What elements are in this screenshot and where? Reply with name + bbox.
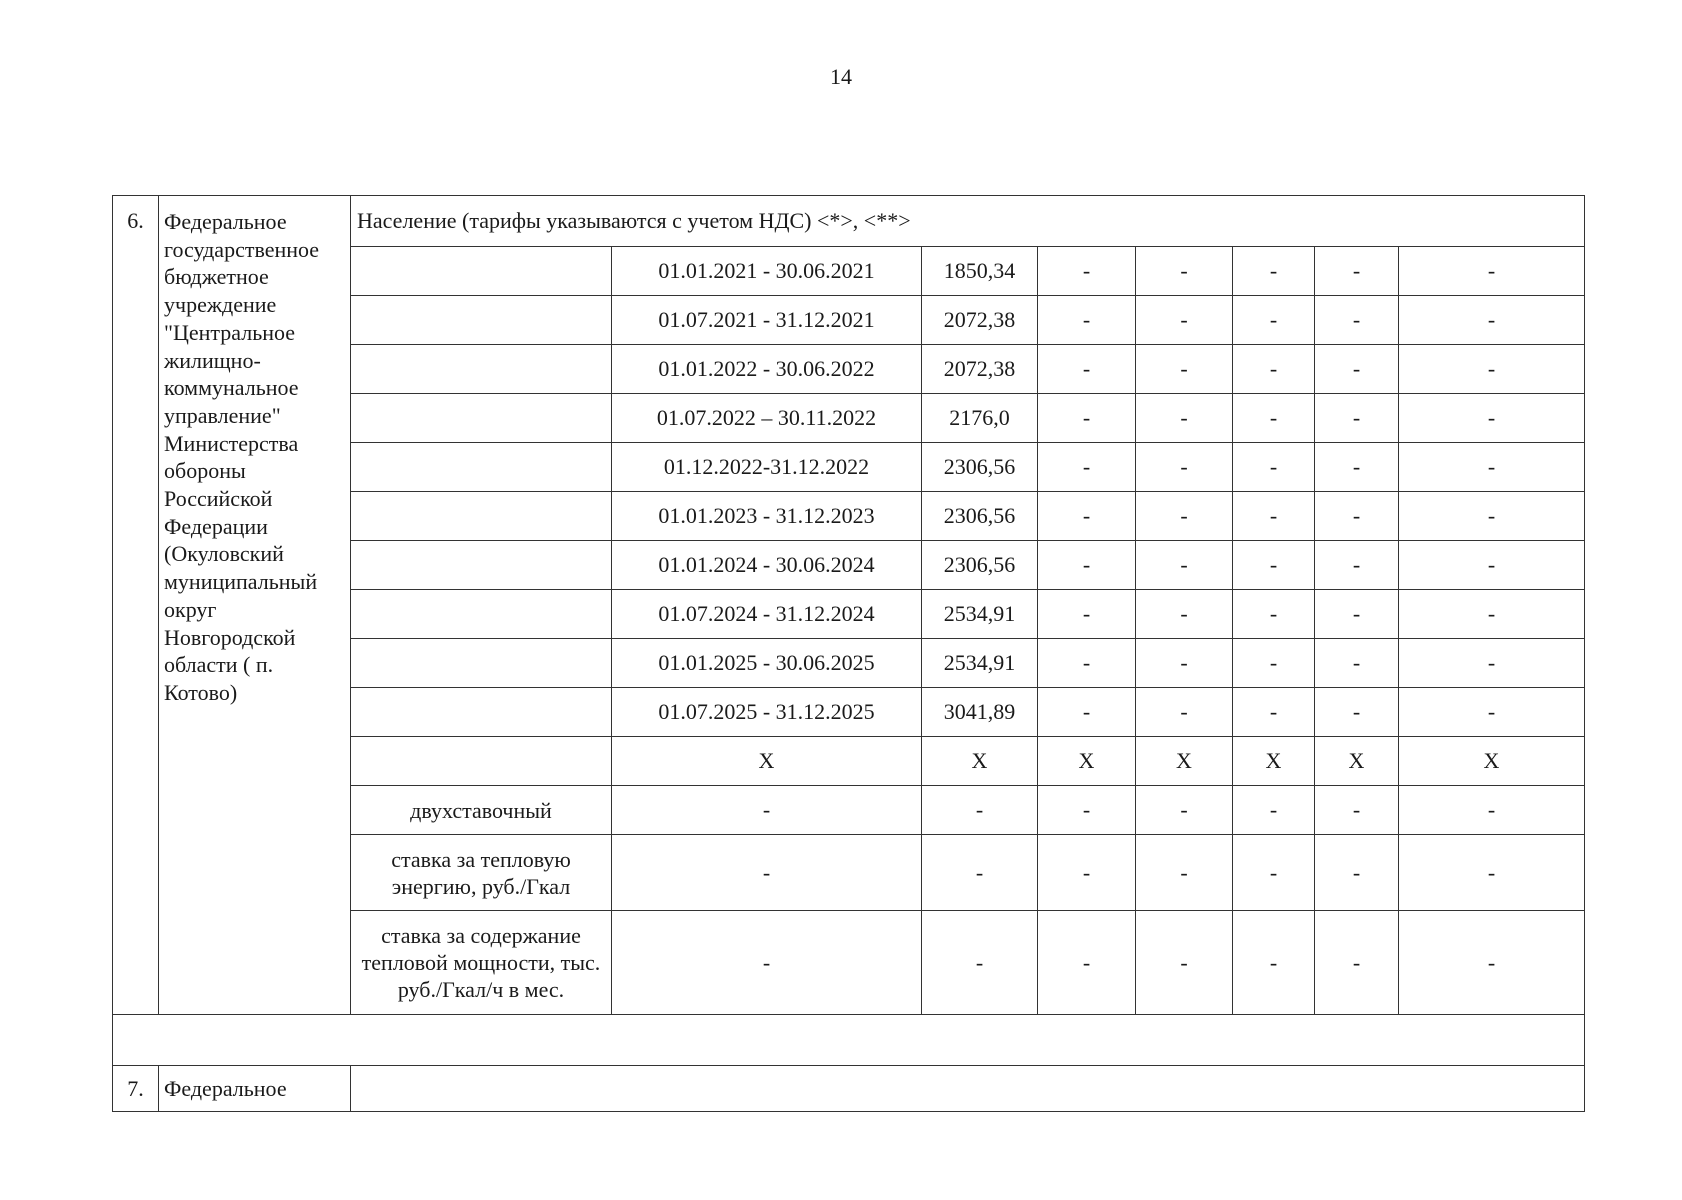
value-cell: - [1399, 911, 1585, 1015]
empty-cell [351, 247, 612, 296]
empty-cell [351, 443, 612, 492]
value-cell: - [1038, 296, 1136, 345]
empty-cell [351, 1066, 1585, 1112]
value-cell: - [1136, 835, 1233, 911]
group-title: Население (тарифы указываются с учетом НДС) <*>, <**> [351, 196, 1585, 247]
value-cell: - [612, 911, 922, 1015]
value-cell: - [1136, 345, 1233, 394]
tariff-cell: 2306,56 [922, 492, 1038, 541]
tariff-table [112, 195, 1585, 1112]
tariff-cell: 2306,56 [922, 443, 1038, 492]
value-cell: - [1136, 247, 1233, 296]
value-cell: - [1233, 541, 1315, 590]
period-cell: 01.12.2022-31.12.2022 [612, 443, 922, 492]
value-cell: - [1399, 835, 1585, 911]
empty-cell [351, 345, 612, 394]
tariff-cell: 2306,56 [922, 541, 1038, 590]
value-cell: - [1233, 443, 1315, 492]
value-cell: - [1038, 492, 1136, 541]
value-cell: - [1038, 835, 1136, 911]
value-cell: - [922, 911, 1038, 1015]
value-cell: - [1233, 639, 1315, 688]
section-number: 6. [113, 196, 159, 1015]
param-label: двухставочный [351, 786, 612, 835]
value-cell: - [1038, 688, 1136, 737]
organization-name: Федеральное [159, 1066, 351, 1112]
value-cell: - [1038, 911, 1136, 1015]
value-cell: - [1315, 247, 1399, 296]
value-cell: - [1315, 541, 1399, 590]
section-header-row [113, 196, 1585, 247]
empty-cell [351, 639, 612, 688]
value-cell: - [1399, 688, 1585, 737]
tariff-table-body [113, 196, 1585, 1112]
period-cell: 01.07.2022 – 30.11.2022 [612, 394, 922, 443]
period-cell: 01.01.2021 - 30.06.2021 [612, 247, 922, 296]
value-cell: - [1233, 911, 1315, 1015]
value-cell: - [1315, 911, 1399, 1015]
value-cell: - [1136, 786, 1233, 835]
value-cell: - [1136, 911, 1233, 1015]
x-cell: X [1399, 737, 1585, 786]
tariff-cell: 2534,91 [922, 639, 1038, 688]
param-label: ставка за содержание тепловой мощности, тыс. руб./Гкал/ч в мес. [351, 911, 612, 1015]
value-cell: - [1136, 688, 1233, 737]
empty-cell [351, 492, 612, 541]
value-cell: - [1136, 443, 1233, 492]
value-cell: - [1399, 443, 1585, 492]
value-cell: - [1315, 688, 1399, 737]
period-cell: 01.07.2024 - 31.12.2024 [612, 590, 922, 639]
value-cell: - [922, 786, 1038, 835]
value-cell: - [1315, 590, 1399, 639]
page-number: 14 [830, 64, 852, 89]
value-cell: - [1038, 394, 1136, 443]
tariff-cell: 3041,89 [922, 688, 1038, 737]
value-cell: - [1315, 786, 1399, 835]
value-cell: - [1136, 394, 1233, 443]
value-cell: - [1136, 541, 1233, 590]
x-cell: X [1315, 737, 1399, 786]
value-cell: - [612, 835, 922, 911]
value-cell: - [1315, 296, 1399, 345]
section-number: 7. [113, 1066, 159, 1112]
empty-cell [351, 590, 612, 639]
empty-cell [351, 688, 612, 737]
value-cell: - [1038, 786, 1136, 835]
value-cell: - [922, 835, 1038, 911]
value-cell: - [1233, 688, 1315, 737]
empty-cell [351, 737, 612, 786]
value-cell: - [1315, 345, 1399, 394]
x-cell: X [1233, 737, 1315, 786]
value-cell: - [1315, 492, 1399, 541]
value-cell: - [1136, 296, 1233, 345]
value-cell: - [1315, 639, 1399, 688]
tariff-cell: 2072,38 [922, 296, 1038, 345]
value-cell: - [1399, 590, 1585, 639]
period-cell: 01.01.2024 - 30.06.2024 [612, 541, 922, 590]
empty-cell [351, 394, 612, 443]
value-cell: - [1233, 296, 1315, 345]
spacer-cell [113, 1015, 1585, 1066]
section-header-row [113, 1066, 1585, 1112]
tariff-cell: 2176,0 [922, 394, 1038, 443]
period-cell: 01.01.2023 - 31.12.2023 [612, 492, 922, 541]
value-cell: - [1399, 786, 1585, 835]
value-cell: - [1399, 345, 1585, 394]
x-cell: X [1038, 737, 1136, 786]
value-cell: - [1399, 492, 1585, 541]
value-cell: - [612, 786, 922, 835]
value-cell: - [1233, 394, 1315, 443]
value-cell: - [1399, 394, 1585, 443]
value-cell: - [1233, 345, 1315, 394]
period-cell: 01.07.2025 - 31.12.2025 [612, 688, 922, 737]
value-cell: - [1233, 247, 1315, 296]
value-cell: - [1399, 639, 1585, 688]
value-cell: - [1038, 639, 1136, 688]
value-cell: - [1136, 590, 1233, 639]
value-cell: - [1038, 541, 1136, 590]
value-cell: - [1233, 786, 1315, 835]
value-cell: - [1315, 835, 1399, 911]
period-cell: 01.01.2025 - 30.06.2025 [612, 639, 922, 688]
x-cell: X [612, 737, 922, 786]
tariff-cell: 1850,34 [922, 247, 1038, 296]
value-cell: - [1399, 541, 1585, 590]
tariff-cell: 2534,91 [922, 590, 1038, 639]
param-label: ставка за тепловую энергию, руб./Гкал [351, 835, 612, 911]
value-cell: - [1038, 590, 1136, 639]
value-cell: - [1399, 247, 1585, 296]
period-cell: 01.07.2021 - 31.12.2021 [612, 296, 922, 345]
value-cell: - [1136, 639, 1233, 688]
value-cell: - [1233, 590, 1315, 639]
value-cell: - [1038, 247, 1136, 296]
empty-cell [351, 541, 612, 590]
period-cell: 01.01.2022 - 30.06.2022 [612, 345, 922, 394]
value-cell: - [1233, 492, 1315, 541]
value-cell: - [1315, 443, 1399, 492]
x-cell: X [1136, 737, 1233, 786]
value-cell: - [1315, 394, 1399, 443]
empty-cell [351, 296, 612, 345]
value-cell: - [1038, 345, 1136, 394]
organization-name: Федеральное государственное бюджетное учреждение "Центральное жилищно-коммунальное управление" Министерства обороны Российской Федерации (Окуловский муниципальный округ Новгородской области ( п. Котово) [159, 196, 351, 1015]
value-cell: - [1038, 443, 1136, 492]
value-cell: - [1136, 492, 1233, 541]
x-cell: X [922, 737, 1038, 786]
tariff-cell: 2072,38 [922, 345, 1038, 394]
value-cell: - [1233, 835, 1315, 911]
value-cell: - [1399, 296, 1585, 345]
spacer-row [113, 1015, 1585, 1066]
